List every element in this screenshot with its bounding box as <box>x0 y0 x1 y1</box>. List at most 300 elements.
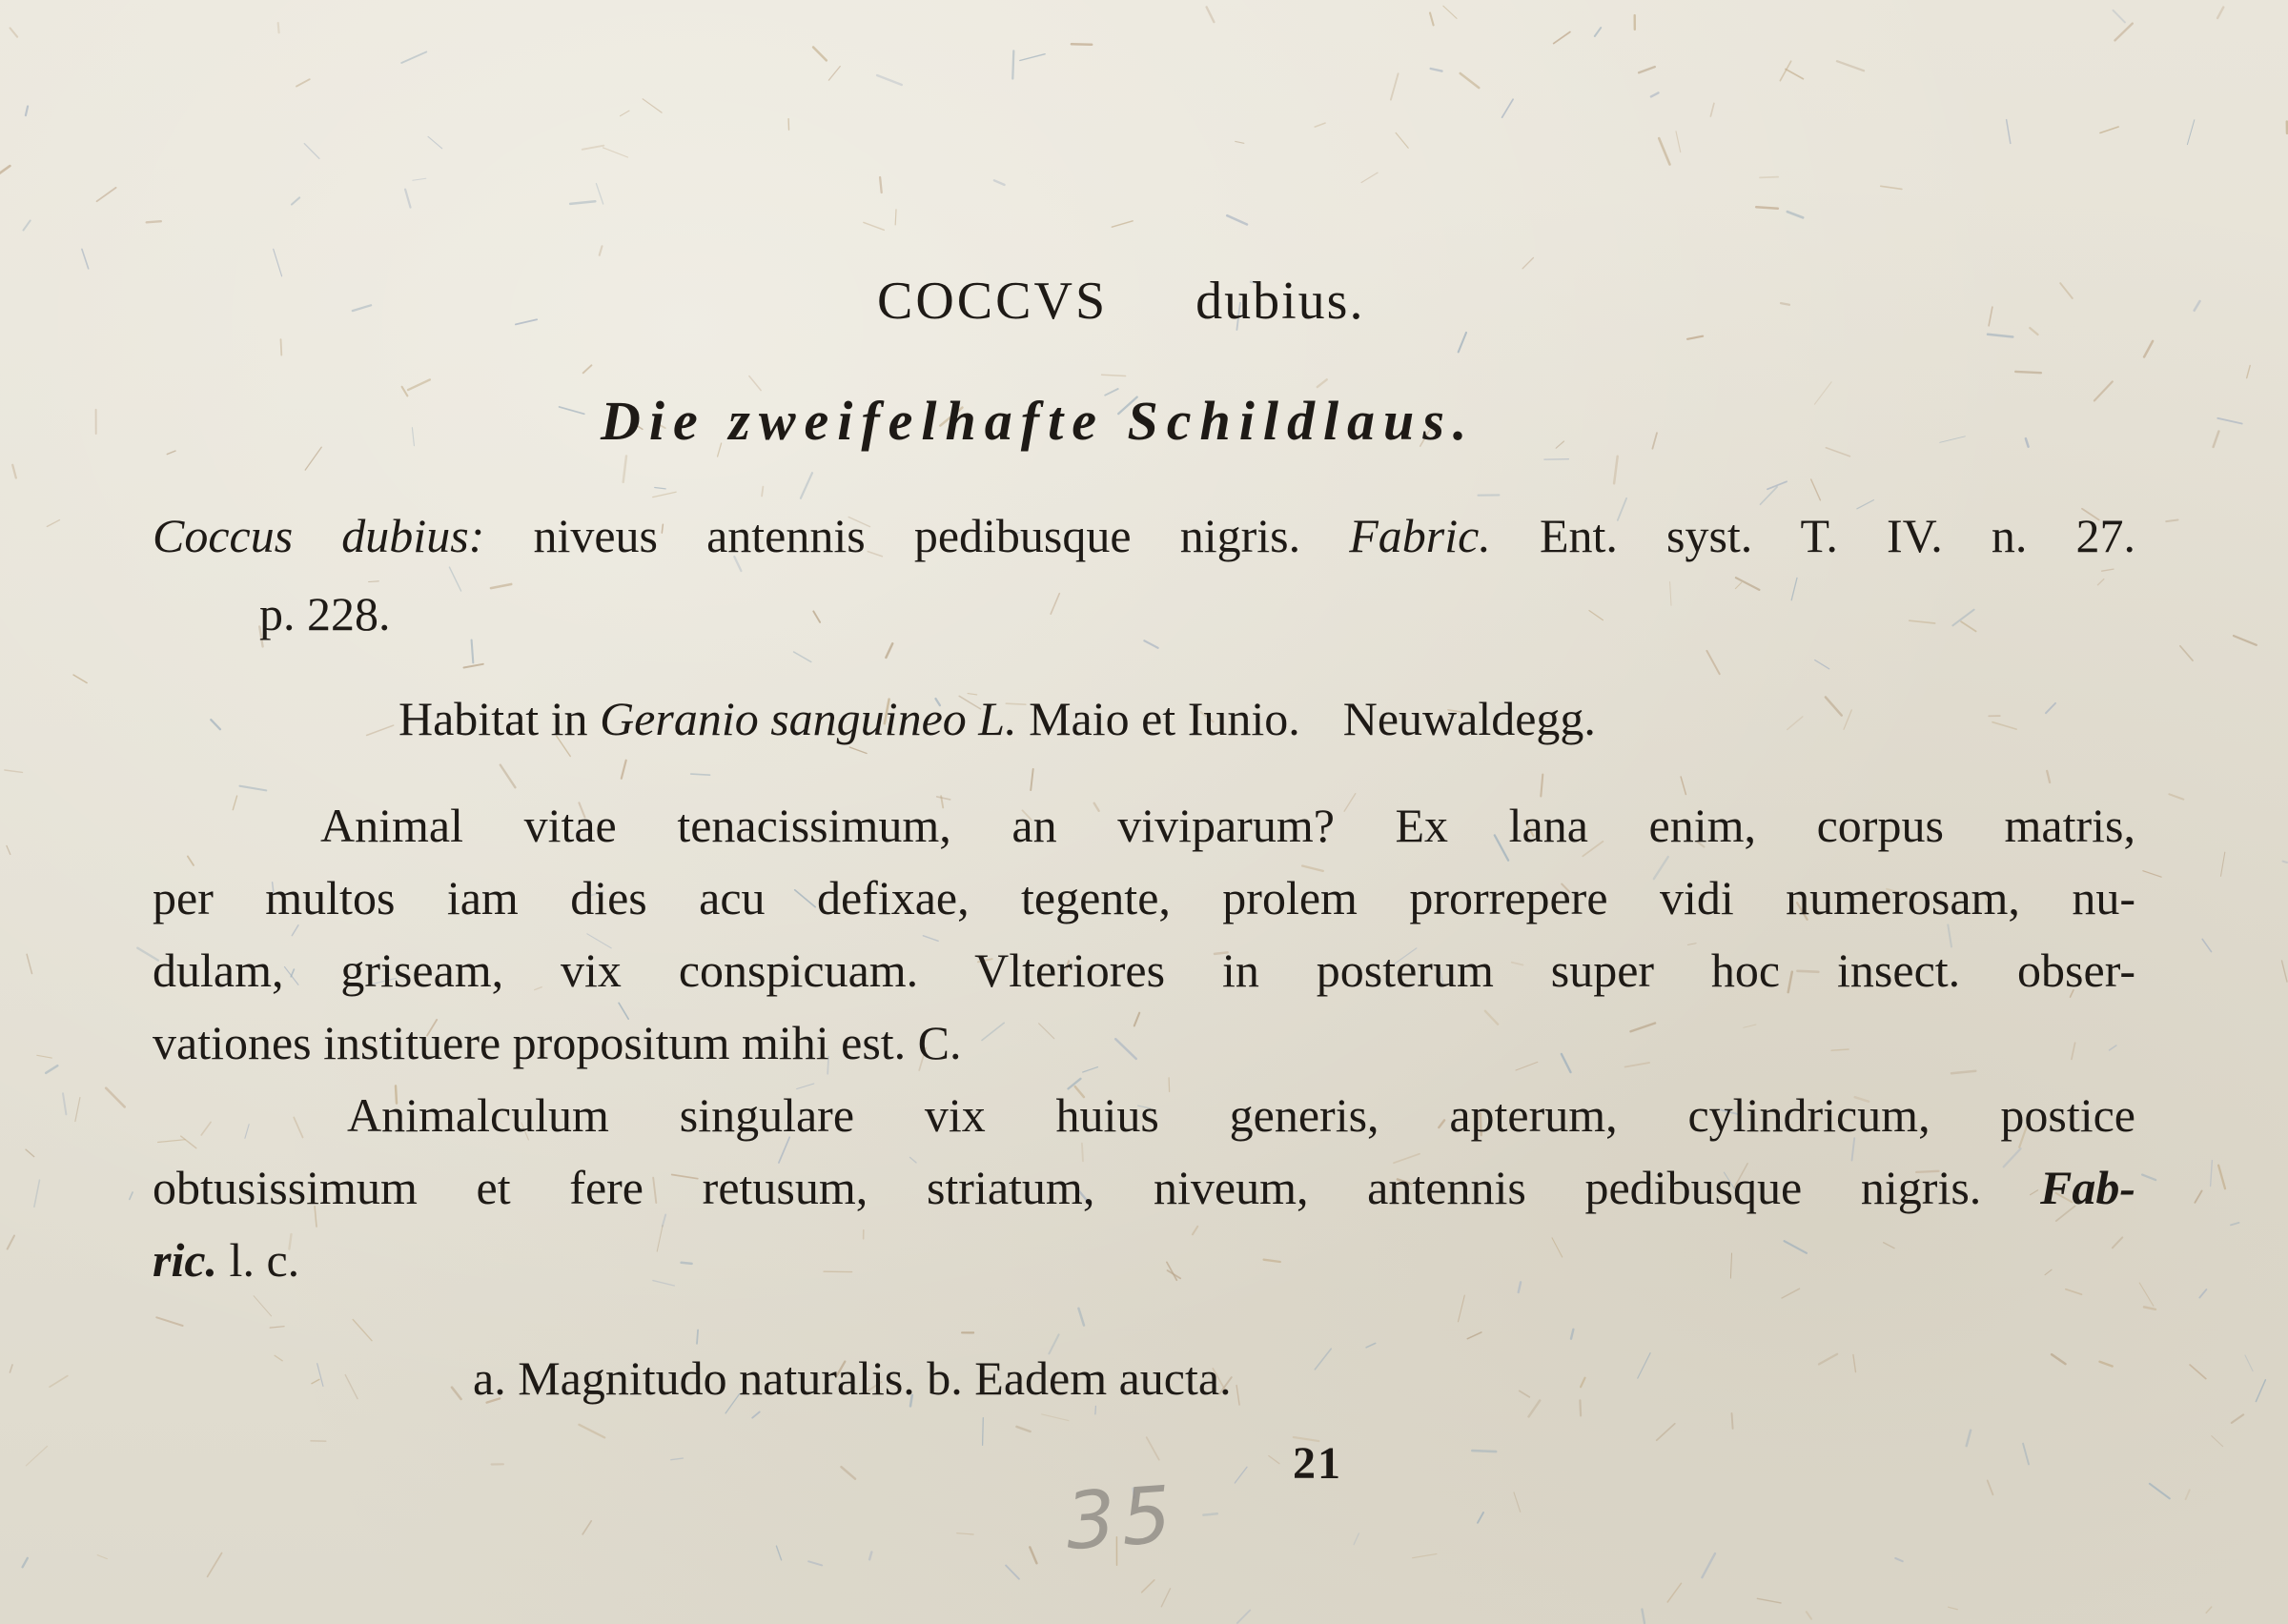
paper-fiber <box>691 774 710 775</box>
paper-fiber <box>1203 1513 1216 1514</box>
paper-fiber <box>1837 61 1864 71</box>
paper-fiber <box>2045 1269 2052 1275</box>
paper-fiber <box>317 1364 323 1387</box>
paper-fiber <box>296 79 310 86</box>
paper-fiber <box>1459 1295 1465 1322</box>
paper-fiber <box>23 1558 28 1567</box>
paper-fiber <box>1142 1580 1154 1593</box>
paper-fiber <box>621 111 630 116</box>
paper-fiber <box>2231 1223 2239 1226</box>
paper-fiber <box>1207 7 1215 22</box>
paper-fiber <box>156 1317 182 1326</box>
paper-fiber <box>1006 1566 1019 1579</box>
paper-fiber <box>8 1236 14 1249</box>
paper-fiber <box>1781 303 1789 305</box>
paper-fiber <box>1237 1611 1250 1624</box>
paper-fiber <box>813 48 827 61</box>
paper-fiber <box>622 761 626 779</box>
citation-page: p. 228. <box>259 587 391 640</box>
paper-fiber <box>2114 10 2125 23</box>
paper-fiber <box>1016 1427 1030 1431</box>
paper-fiber <box>408 379 430 390</box>
paper-fiber <box>1702 1553 1715 1577</box>
paper-fiber <box>1227 215 1247 224</box>
paper-fiber <box>1072 44 1092 45</box>
paper-fiber <box>1396 132 1408 148</box>
paper-fiber <box>2102 569 2114 571</box>
pencil-handwritten-number: 35 <box>1062 1470 1180 1568</box>
paper-fiber <box>1951 1071 1975 1074</box>
paper-fiber <box>1236 1386 1239 1406</box>
paper-fiber <box>982 1023 1004 1040</box>
paper-fiber <box>26 107 28 116</box>
paper-fiber <box>1992 722 2016 729</box>
paper-fiber <box>869 1553 871 1560</box>
paper-fiber <box>47 520 59 527</box>
paper-fiber <box>1095 1406 1096 1414</box>
paper-fiber <box>2094 381 2113 400</box>
paper-fiber <box>1078 1309 1084 1326</box>
paper-fiber <box>1102 375 1126 376</box>
paper-fiber <box>582 146 604 150</box>
paper-fiber <box>1012 51 1013 78</box>
paper-fiber <box>1030 1547 1036 1563</box>
paper-fiber <box>2100 1362 2113 1367</box>
paper-fiber <box>2023 1444 2029 1465</box>
paper-fiber <box>1625 1063 1650 1067</box>
paper-fiber <box>2232 1414 2243 1423</box>
paper-fiber <box>749 376 761 391</box>
paper-fiber <box>2015 372 2041 373</box>
paper-fiber <box>1687 336 1703 339</box>
paper-fiber <box>2195 1191 2201 1203</box>
paper-fiber <box>2247 366 2251 378</box>
paper-fiber <box>1529 1401 1541 1417</box>
paper-fiber <box>776 1546 781 1560</box>
paper-fiber <box>211 720 220 729</box>
paper-fiber <box>2139 1283 2154 1306</box>
paper-fiber <box>1652 433 1657 449</box>
paper-fiber <box>880 177 882 193</box>
citation-ref: Ent. syst. <box>1539 509 1753 562</box>
figure-caption: a. Magnitudo naturalis. b. Eadem aucta. <box>473 1351 1232 1405</box>
paper-fiber <box>653 492 676 497</box>
paper-fiber <box>464 664 483 668</box>
german-subtitle: Die zweifelhafte Schildlaus. <box>601 390 1476 452</box>
paper-fiber <box>472 640 474 663</box>
paper-fiber <box>808 1561 822 1565</box>
paper-fiber <box>1318 379 1327 387</box>
paper-fiber <box>1269 1456 1279 1464</box>
paper-fiber <box>2195 301 2200 311</box>
paper-fiber <box>2217 418 2241 424</box>
paper-fiber <box>1735 582 1741 588</box>
paper-fiber <box>1782 1289 1799 1298</box>
paper-fiber <box>2190 1365 2206 1379</box>
paper-fiber <box>2212 1436 2223 1447</box>
paper-fiber <box>12 465 16 478</box>
paper-fiber <box>208 1553 222 1577</box>
paper-fiber <box>1581 1378 1584 1387</box>
paper-fiber <box>46 1066 57 1073</box>
paper-fiber <box>1710 103 1714 116</box>
paper-fiber <box>353 305 371 311</box>
paper-fiber <box>1467 1332 1481 1339</box>
paper-fiber <box>1051 594 1059 615</box>
paper-fiber <box>2282 961 2288 982</box>
paper-fiber <box>653 1281 674 1286</box>
paper-fiber <box>188 857 194 865</box>
paper-fiber <box>1910 620 1935 623</box>
paper-fiber <box>828 67 840 81</box>
paper-fiber <box>895 210 896 225</box>
paper-fiber <box>304 144 319 159</box>
paper-fiber <box>1638 1353 1650 1379</box>
paper-fiber <box>762 487 763 497</box>
paper-fiber <box>1826 698 1842 716</box>
paper-fiber <box>1413 1553 1437 1557</box>
paper-fiber <box>1807 1612 1811 1619</box>
paper-fiber <box>2199 1289 2206 1298</box>
paper-fiber <box>1667 1583 1681 1602</box>
paper-fiber <box>1459 333 1466 352</box>
paper-fiber <box>254 1296 272 1316</box>
paper-fiber <box>2113 1237 2122 1248</box>
paragraph-2-author-part-2: ric. <box>153 1233 218 1287</box>
paper-fiber <box>1522 258 1533 269</box>
paper-fiber <box>1786 70 1803 79</box>
paper-fiber <box>294 1117 302 1137</box>
paper-fiber <box>886 643 892 658</box>
paper-fiber <box>1844 710 1851 729</box>
paper-fiber <box>2144 341 2153 357</box>
paper-fiber <box>245 1125 249 1139</box>
paper-fiber <box>583 365 592 373</box>
paper-fiber <box>278 23 279 32</box>
paper-fiber <box>2218 1166 2225 1189</box>
paper-fiber <box>1520 1391 1530 1397</box>
habitat-plant: Geranio sanguineo L. <box>600 692 1017 745</box>
paper-fiber <box>1815 382 1832 404</box>
paper-fiber <box>1502 99 1514 117</box>
paper-fiber <box>671 1458 684 1460</box>
paper-fiber <box>1315 1349 1331 1370</box>
paper-fiber <box>2221 852 2225 876</box>
paper-fiber <box>2046 703 2055 713</box>
paper-fiber <box>1881 186 1902 189</box>
paper-fiber <box>2115 24 2133 41</box>
paper-fiber <box>1042 1414 1069 1421</box>
paper-fiber <box>412 428 414 446</box>
paper-fiber <box>1147 1437 1159 1460</box>
paper-fiber <box>2072 1043 2075 1059</box>
paper-fiber <box>1461 73 1480 88</box>
paper-fiber <box>1676 132 1681 152</box>
paper-fiber <box>449 567 460 591</box>
paper-fiber <box>2283 862 2287 863</box>
paper-fiber <box>73 675 87 682</box>
paper-fiber <box>1757 1598 1781 1603</box>
paragraph-2-line-2-text: obtusissimum et fere retusum, striatum, niveum, antennis pedibusque nigris. <box>153 1161 1982 1214</box>
paper-fiber <box>2217 8 2223 19</box>
paragraph-2-author-part-1: Fab- <box>2040 1161 2136 1214</box>
paper-fiber <box>292 197 299 204</box>
paper-fiber <box>1361 173 1378 182</box>
paper-fiber <box>957 1533 973 1534</box>
paper-fiber <box>2234 636 2257 645</box>
paper-fiber <box>1831 1049 1849 1050</box>
paper-fiber <box>1826 448 1849 457</box>
paper-fiber <box>367 725 394 735</box>
paper-fiber <box>1791 578 1797 599</box>
paper-fiber <box>1144 640 1157 648</box>
paper-fiber <box>2066 1289 2082 1295</box>
paper-fiber <box>1732 1413 1733 1429</box>
paper-fiber <box>1580 1400 1581 1415</box>
paper-fiber <box>50 1376 68 1388</box>
paper-fiber <box>1315 123 1325 127</box>
paper-fiber <box>2143 871 2161 878</box>
paper-fiber <box>596 184 603 204</box>
paper-fiber <box>106 1088 125 1107</box>
paper-fiber <box>1083 1067 1098 1072</box>
paper-fiber <box>1657 1424 1675 1440</box>
paper-fiber <box>1642 1610 1644 1624</box>
paper-fiber <box>2214 432 2219 448</box>
paper-fiber <box>1730 1253 1731 1278</box>
paper-fiber <box>2211 1161 2213 1187</box>
paper-fiber <box>1552 1238 1563 1257</box>
paper-fiber <box>5 770 23 772</box>
paper-fiber <box>2206 1607 2212 1613</box>
paper-fiber <box>26 1447 47 1466</box>
paper-fiber <box>1112 221 1133 227</box>
paper-fiber <box>2030 328 2037 335</box>
paper-fiber <box>1788 717 1803 730</box>
paper-fiber <box>2245 1355 2253 1371</box>
paper-fiber <box>275 1355 282 1361</box>
paper-fiber <box>1614 457 1618 484</box>
paper-fiber <box>10 1365 12 1372</box>
paper-fiber <box>603 148 628 157</box>
paper-fiber <box>643 99 662 112</box>
paragraph-1-line-4: vationes instituere propositum mihi est. C. <box>153 1016 962 1069</box>
paper-fiber <box>2142 1175 2155 1181</box>
paper-fiber <box>2186 1490 2190 1499</box>
paper-fiber <box>582 1521 591 1534</box>
paper-fiber <box>1988 1480 1993 1494</box>
paper-fiber <box>1940 436 1966 443</box>
citation-volume: T. IV. <box>1800 509 1943 562</box>
paper-fiber <box>1815 660 1829 669</box>
paper-fiber <box>24 220 31 230</box>
paper-fiber <box>1366 1343 1376 1347</box>
paper-fiber <box>1949 1607 1958 1610</box>
paper-fiber <box>7 845 10 854</box>
paper-fiber <box>1020 54 1045 61</box>
citation-number: n. 27. <box>1991 509 2136 562</box>
paper-fiber <box>516 319 537 324</box>
paper-fiber <box>491 584 511 588</box>
paper-fiber <box>345 1375 358 1399</box>
paper-fiber <box>274 249 282 276</box>
paper-fiber <box>10 29 18 37</box>
paper-fiber <box>1514 1492 1521 1512</box>
paper-fiber <box>923 936 938 942</box>
paper-fiber <box>983 1418 984 1446</box>
paper-fiber <box>623 457 626 482</box>
species-name: dubius. <box>1195 272 1365 331</box>
paper-fiber <box>1853 1354 1856 1371</box>
paper-fiber <box>579 1425 604 1438</box>
paper-fiber <box>27 954 31 973</box>
paper-fiber <box>1788 212 1803 217</box>
paper-fiber <box>1556 441 1563 448</box>
paper-fiber <box>2202 939 2211 951</box>
paper-fiber <box>682 1263 692 1264</box>
page-title <box>877 273 1364 330</box>
paper-fiber <box>1967 1431 1971 1446</box>
paper-fiber <box>655 488 666 489</box>
plate-number: 21 <box>1293 1438 1342 1489</box>
paper-fiber <box>1819 1354 1837 1365</box>
paper-fiber <box>813 611 820 622</box>
paper-fiber <box>2256 1380 2265 1402</box>
paper-fiber <box>1562 1054 1571 1072</box>
paper-fiber <box>2047 771 2050 782</box>
paper-fiber <box>2110 1045 2116 1050</box>
paper-fiber <box>82 249 89 269</box>
paper-fiber <box>26 1149 34 1157</box>
paper-fiber <box>1430 13 1434 26</box>
paper-fiber <box>97 188 116 201</box>
paper-fiber <box>1193 1227 1197 1235</box>
paper-fiber <box>697 1330 698 1344</box>
paper-fiber <box>1884 1243 1894 1248</box>
paper-fiber <box>2098 579 2104 585</box>
paper-fiber <box>1595 28 1601 36</box>
paragraph-2-line-3-text: l. c. <box>229 1233 300 1287</box>
paper-fiber <box>2166 520 2177 522</box>
paper-fiber <box>1134 1013 1139 1026</box>
paper-fiber <box>842 1467 856 1479</box>
paragraph-1-line-2: per multos iam dies acu defixae, tegente, prolem prorrepere vidi numerosam, nu- <box>153 871 2135 924</box>
paper-fiber <box>1161 1589 1170 1607</box>
paper-fiber <box>1264 1260 1280 1262</box>
paper-fiber <box>1744 1025 1756 1027</box>
paper-fiber <box>1785 1241 1807 1253</box>
paper-fiber <box>97 1555 107 1559</box>
paper-fiber <box>1670 582 1671 606</box>
paper-fiber <box>312 1379 319 1383</box>
paper-fiber <box>1639 67 1655 72</box>
paper-fiber <box>158 1140 186 1143</box>
paper-fiber <box>428 136 442 149</box>
paper-fiber <box>181 1136 196 1148</box>
citation-line <box>153 507 2135 564</box>
paper-fiber <box>600 246 603 255</box>
habitat-months: Maio et Iunio. <box>1029 692 1300 745</box>
paper-fiber <box>2007 120 2011 144</box>
paper-fiber <box>1756 207 1778 209</box>
paper-fiber <box>167 451 175 455</box>
paper-fiber <box>1519 1282 1521 1292</box>
paper-fiber <box>1988 335 2012 337</box>
paragraph-2-line-1: Animalculum singulare vix huius generis, apterum, cylindricum, postice <box>347 1088 2135 1142</box>
paper-fiber <box>1354 1533 1358 1545</box>
habitat-lead: Habitat in <box>398 692 588 745</box>
genus-name: COCCVS <box>877 272 1109 331</box>
paper-fiber <box>752 1412 760 1418</box>
paper-fiber <box>1554 32 1570 44</box>
paper-fiber <box>1443 6 1457 18</box>
paper-fiber <box>405 190 410 208</box>
paper-fiber <box>1989 307 1992 326</box>
paper-fiber <box>663 1215 665 1227</box>
habitat-place: Neuwaldegg. <box>1342 692 1596 745</box>
paper-fiber <box>1431 69 1442 71</box>
paper-fiber <box>1541 775 1542 797</box>
paper-fiber <box>794 652 811 662</box>
paper-fiber <box>1811 479 1821 500</box>
paper-fiber <box>305 447 321 470</box>
habitat-line <box>398 690 1596 747</box>
paper-fiber <box>201 1122 211 1135</box>
paper-fiber <box>413 178 426 180</box>
paper-fiber <box>2052 1354 2065 1364</box>
paper-fiber <box>402 387 408 396</box>
paper-fiber <box>63 1093 66 1114</box>
paper-fiber <box>2060 283 2073 298</box>
paper-fiber <box>1706 651 1719 674</box>
paper-fiber <box>1631 1024 1656 1032</box>
paper-fiber <box>560 407 584 414</box>
paper-fiber <box>2144 1307 2155 1309</box>
paper-fiber <box>2150 1484 2170 1499</box>
paper-fiber <box>37 1055 52 1058</box>
paper-fiber <box>34 1180 40 1207</box>
paper-fiber <box>2026 438 2029 447</box>
paper-fiber <box>1391 73 1399 99</box>
paper-fiber <box>1589 611 1603 620</box>
paper-fiber <box>1961 621 1976 631</box>
paper-fiber <box>281 339 282 355</box>
paper-fiber <box>1115 1039 1136 1059</box>
paper-fiber <box>1478 1512 1483 1523</box>
paper-fiber <box>270 1327 284 1328</box>
paper-fiber <box>75 1098 80 1122</box>
paper-fiber <box>1760 177 1778 178</box>
paragraph-2-line-3 <box>153 1231 299 1289</box>
paper-fiber <box>500 765 516 788</box>
citation-diagnosis: niveus antennis pedibusque nigris. <box>533 509 1301 562</box>
paper-fiber <box>1659 138 1669 164</box>
paper-fiber <box>657 1226 663 1251</box>
paper-fiber <box>1736 578 1760 590</box>
paper-fiber <box>1485 1011 1498 1025</box>
paper-fiber <box>2169 794 2183 799</box>
paper-fiber <box>570 201 595 204</box>
paper-fiber <box>401 51 426 63</box>
paper-fiber <box>801 473 812 498</box>
paper-fiber <box>0 166 10 182</box>
paper-fiber <box>353 1320 372 1341</box>
paper-fiber <box>2180 646 2193 660</box>
paper-fiber <box>1895 1558 1902 1561</box>
paper-fiber <box>1651 92 1659 96</box>
paper-fiber <box>1236 141 1244 143</box>
paper-fiber <box>864 222 884 230</box>
